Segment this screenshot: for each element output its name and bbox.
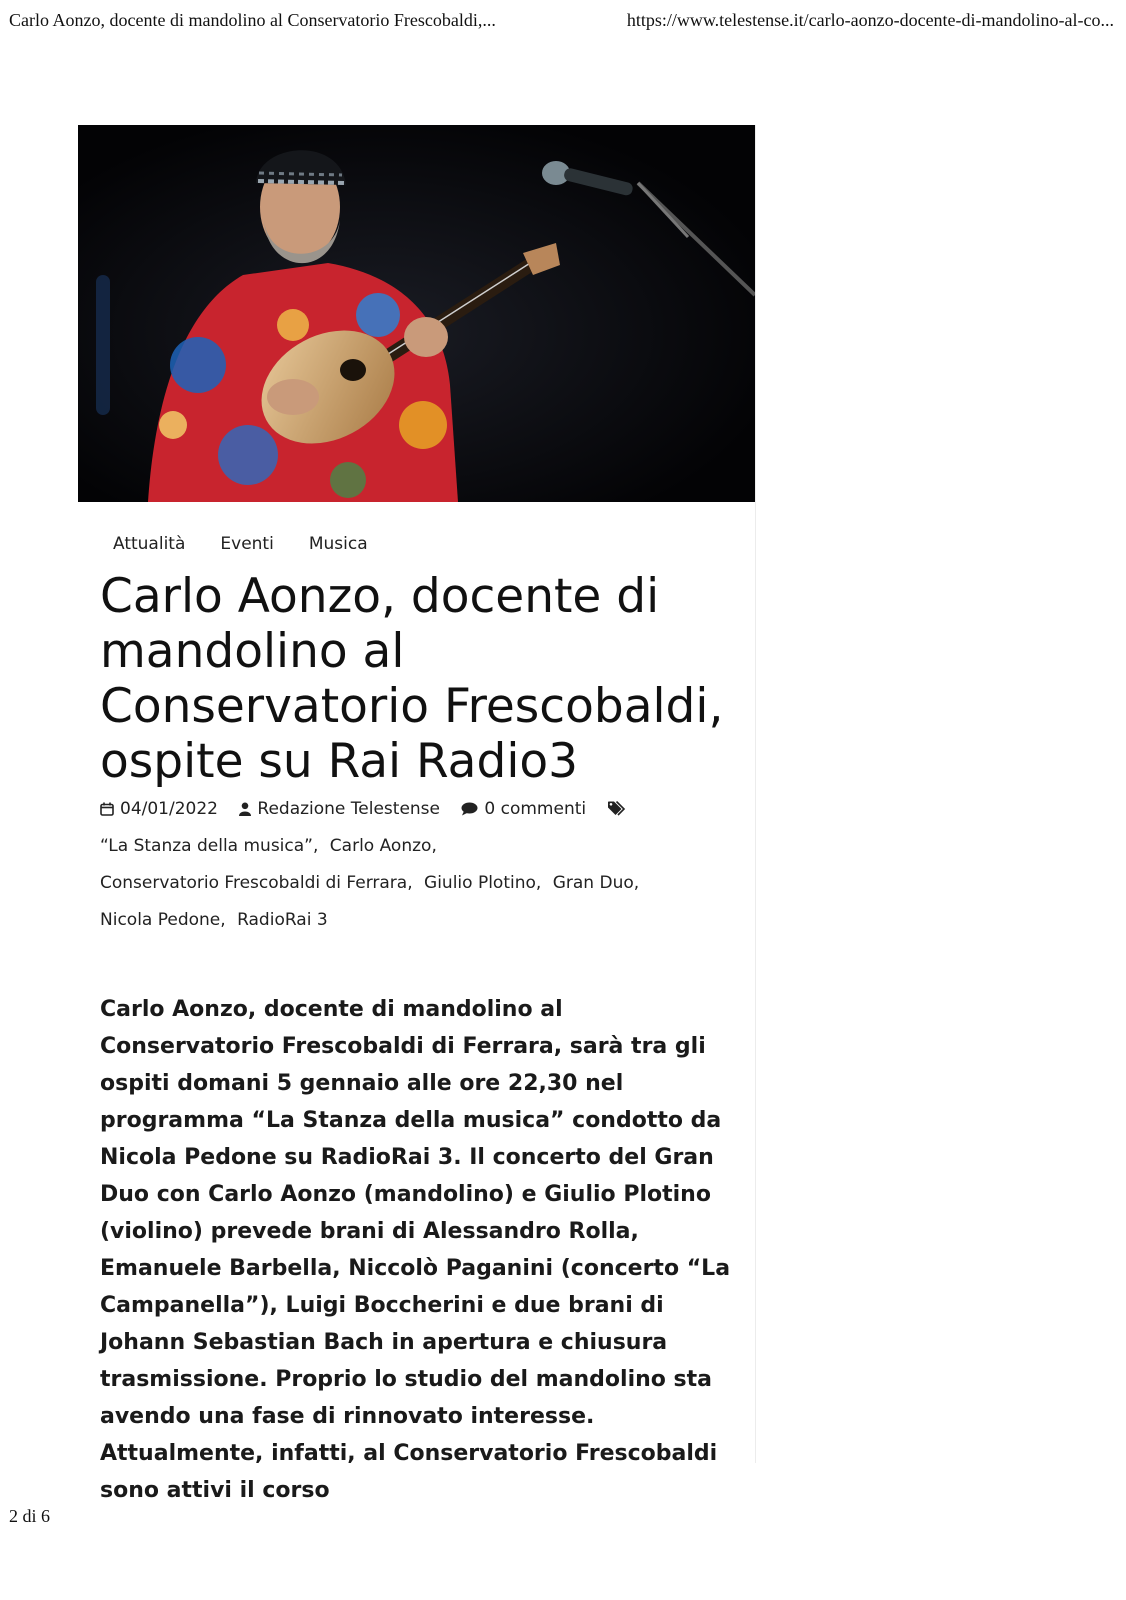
print-page-title: Carlo Aonzo, docente di mandolino al Conservatorio Frescobaldi,... bbox=[9, 10, 496, 30]
comment-icon bbox=[461, 802, 478, 816]
tag-separator: , bbox=[633, 873, 640, 893]
tag-link[interactable]: Giulio Plotino bbox=[424, 873, 536, 893]
tag-separator: , bbox=[407, 873, 413, 893]
print-header bbox=[9, 10, 1114, 31]
tags-icon bbox=[608, 801, 626, 816]
category-list bbox=[113, 534, 368, 554]
article-body bbox=[100, 991, 740, 1509]
user-icon bbox=[239, 802, 251, 816]
hero-image-mandolin-player bbox=[78, 125, 755, 502]
meta-author bbox=[239, 799, 445, 819]
tag-link[interactable]: Nicola Pedone bbox=[100, 910, 221, 930]
category-link[interactable]: Musica bbox=[308, 534, 368, 554]
meta-date bbox=[100, 799, 223, 819]
tag-link[interactable]: Carlo Aonzo bbox=[329, 836, 432, 856]
tag-separator: , bbox=[535, 873, 542, 893]
print-page-url: https://www.telestense.it/carlo-aonzo-docente-di-mandolino-al-co... bbox=[626, 10, 1114, 30]
meta-comments bbox=[461, 799, 591, 819]
meta-comments-text[interactable]: 0 commenti bbox=[484, 799, 587, 819]
tag-link[interactable]: RadioRai 3 bbox=[237, 910, 328, 930]
tag-separator: , bbox=[220, 910, 226, 930]
article-paragraph: Carlo Aonzo, docente di mandolino al Conservatorio Frescobaldi di Ferrara, sarà tra gli ospiti domani 5 gennaio alle ore 22,30 nel programma “La Stanza della musica” condotto da Nicola Pedone su RadioRai 3. Il concerto del Gran Duo con Carlo Aonzo (mandolino) e Giulio Plotino (violino) prevede brani di Alessandro Rolla, Emanuele Barbella, Niccolò Paganini (concerto “La Campanella”), Luigi Boccherini e due brani di Johann Sebastian Bach in apertura e chiusura trasmissione. Proprio lo studio del mandolino sta avendo una fase di rinnovato interesse. Attualmente, infatti, al Conservatorio Frescobaldi sono attivi il corso bbox=[100, 997, 731, 1503]
meta-date-text[interactable]: 04/01/2022 bbox=[120, 799, 218, 819]
tag-separator: , bbox=[431, 836, 437, 856]
category-link[interactable]: Attualità bbox=[113, 534, 186, 554]
tag-link[interactable]: “La Stanza della musica” bbox=[100, 836, 313, 856]
category-link[interactable]: Eventi bbox=[220, 534, 274, 554]
article bbox=[78, 125, 756, 1503]
tag-link[interactable]: Gran Duo bbox=[552, 873, 634, 893]
article-meta bbox=[100, 791, 720, 939]
tag-separator: , bbox=[312, 836, 319, 856]
article-title: Carlo Aonzo, docente di mandolino al Conservatorio Frescobaldi, ospite su Rai Radio3 bbox=[100, 569, 724, 789]
meta-author-text[interactable]: Redazione Telestense bbox=[257, 799, 440, 819]
tag-link[interactable]: Conservatorio Frescobaldi di Ferrara bbox=[100, 873, 408, 893]
calendar-icon bbox=[100, 802, 114, 816]
print-page-number: 2 di 6 bbox=[9, 1506, 51, 1526]
hero-photo-illustration bbox=[78, 125, 755, 502]
